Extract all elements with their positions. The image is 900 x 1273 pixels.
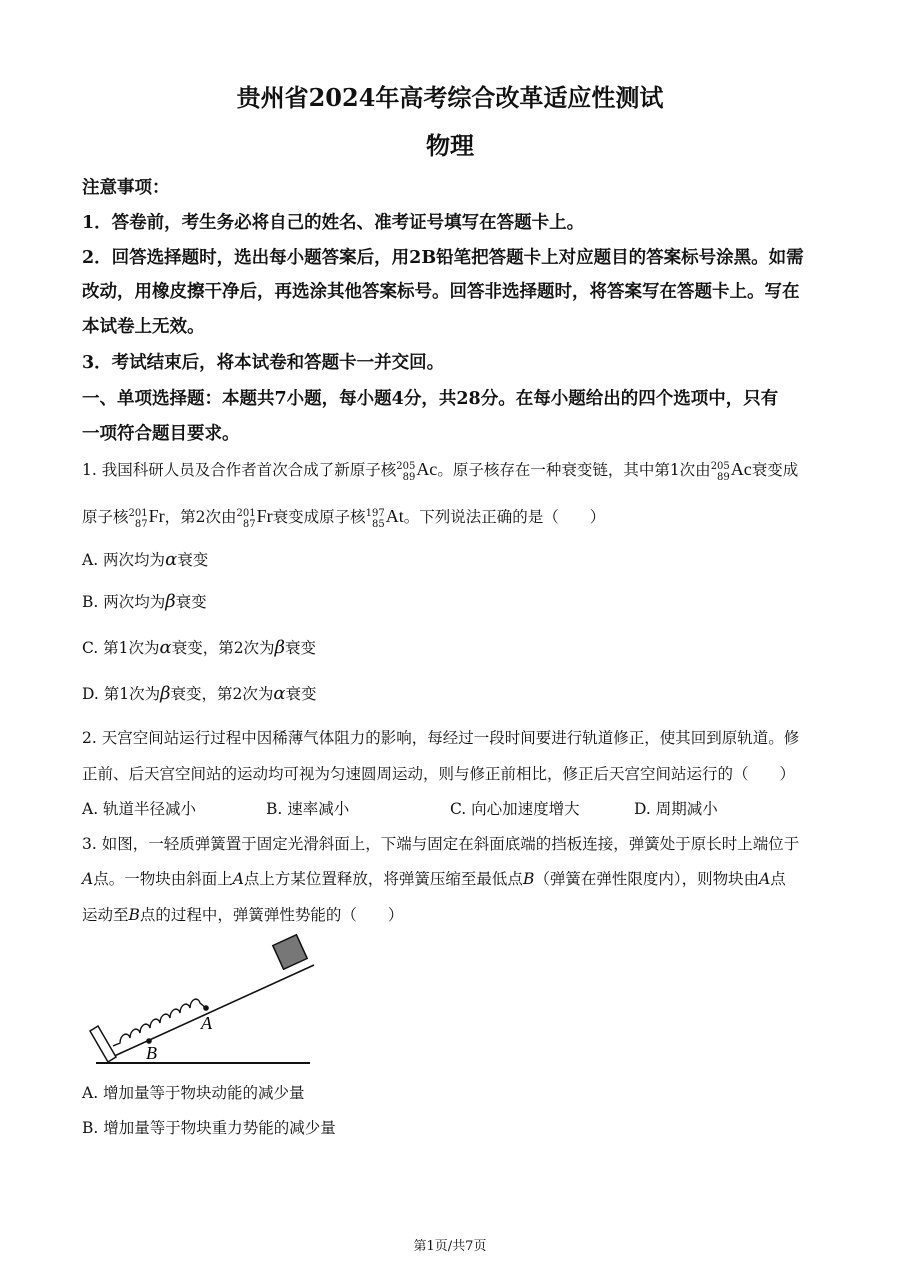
point-label: B [128,906,140,924]
q3-option-b: B. 增加量等于物块重力势能的减少量 [82,1119,336,1137]
alpha-symbol: α [165,549,178,570]
element-symbol: Ac [416,459,438,479]
q1-option-a [82,548,822,570]
q1-text: 1. 我国科研人员及合作者首次合成了新原子核 [82,461,397,479]
element-symbol: Fr [148,506,165,526]
exam-title: 贵州省2024年高考综合改革适应性测试 [236,83,664,112]
nuclide-fr [237,506,273,530]
q3-option-a: A. 增加量等于物块动能的减少量 [82,1084,305,1102]
atomic-number: 87 [134,519,148,530]
point-label: B [522,870,535,888]
question-3-line1: 3. 如图，一轻质弹簧置于固定光滑斜面上，下端与固定在斜面底端的挡板连接，弹簧处于原长时上端位于 [82,835,800,853]
note-item: 3．考试结束后，将本试卷和答题卡一并交回。 [82,353,445,373]
baffle-plate [90,1026,116,1062]
question-3-line2 [82,867,822,889]
q2-option-c: C. 向心加速度增大 [450,800,580,818]
question-1-line2 [82,505,822,530]
option-text: 衰变 [285,685,317,703]
q2-option-b: B. 速率减小 [266,800,350,818]
q1-option-b [82,590,822,612]
q1-text: 原子核 [82,508,129,526]
option-text: 衰变，第2次为 [171,639,275,657]
label-b: B [146,1043,157,1063]
q1-text: 。原子核存在一种衰变链，其中第1次由 [437,461,711,479]
beta-symbol: β [160,683,171,704]
mass-number: 205 [710,461,730,472]
mass-number: 205 [396,461,416,472]
notes-heading: 注意事项： [82,178,170,198]
page-number: 第1页/共7页 [413,1239,487,1254]
nuclide-fr [129,506,165,530]
q1-text: 。下列说法正确的是（ ） [403,508,606,526]
option-text: C. 第1次为 [82,639,160,657]
q1-text: 衰变成原子核 [272,508,366,526]
block [273,935,307,969]
mass-number: 201 [128,508,148,519]
q3-text: （弹簧在弹性限度内），则物块由 [534,870,760,888]
section-heading: 一、单项选择题：本题共7小题，每小题4分，共28分。在每小题给出的四个选项中，只有 [82,389,779,409]
section-heading-cont: 一项符合题目要求。 [82,424,240,444]
point-label: A [82,870,94,888]
incline-spring-figure [82,930,322,1070]
atomic-number: 89 [402,472,416,483]
mass-number: 197 [365,508,385,519]
label-a: A [201,1013,212,1033]
nuclide-ac [396,459,437,483]
point-label: A [232,870,244,888]
q1-option-c [82,636,822,658]
note-item: 2．回答选择题时，选出每小题答案后，用2B铅笔把答题卡上对应题目的答案标号涂黑。如需 [82,248,804,268]
atomic-number: 85 [371,519,385,530]
point-label: A [759,870,771,888]
q1-text: ，第2次由 [164,508,237,526]
nuclide-ac [711,459,752,483]
option-text: 衰变 [284,639,316,657]
point-a-dot [203,1005,209,1011]
q3-text: 运动至 [82,906,129,924]
q1-text: 衰变成 [751,461,799,479]
note-item: 1．答卷前，考生务必将自己的姓名、准考证号填写在答题卡上。 [82,213,585,233]
q1-option-d [82,682,822,704]
atomic-number: 87 [242,519,256,530]
option-text: 衰变 [175,593,207,611]
element-symbol: Ac [730,459,752,479]
mass-number: 201 [236,508,256,519]
note-item: 改动，用橡皮擦干净后，再选涂其他答案标号。回答非选择题时，将答案写在答题卡上。写在 [82,282,800,302]
option-text: 衰变 [177,551,209,569]
option-text: D. 第1次为 [82,685,161,703]
atomic-number: 89 [717,472,730,483]
q3-text: 点的过程中，弹簧弹性势能的（ ） [139,906,404,924]
option-text: B. 两次均为 [82,593,166,611]
incline-surface [110,965,314,1058]
note-item: 本试卷上无效。 [82,317,205,337]
alpha-symbol: α [159,637,172,658]
q3-text: 点 [770,870,786,888]
spring-coil [113,999,206,1046]
nuclide-at [366,506,404,530]
question-2-line1: 2. 天宫空间站运行过程中因稀薄气体阻力的影响，每经过一段时间要进行轨道修正，使其回到原轨道。修 [82,729,800,747]
option-text: 衰变，第2次为 [170,685,274,703]
q2-option-a: A. 轨道半径减小 [82,800,197,818]
subject-title: 物理 [426,131,474,160]
beta-symbol: β [165,591,176,612]
alpha-symbol: α [273,683,286,704]
question-3-line3 [82,903,822,925]
question-1-line1 [82,458,822,483]
question-2-line2: 正前、后天宫空间站的运动均可视为匀速圆周运动，则与修正前相比，修正后天宫空间站运行的（ ） [82,765,796,783]
q3-text: 点上方某位置释放，将弹簧压缩至最低点 [243,870,523,888]
option-text: A. 两次均为 [82,551,166,569]
element-symbol: At [385,506,404,526]
q3-text: 点。一物块由斜面上 [93,870,233,888]
beta-symbol: β [274,637,285,658]
q2-option-d: D. 周期减小 [634,800,718,818]
element-symbol: Fr [256,506,273,526]
